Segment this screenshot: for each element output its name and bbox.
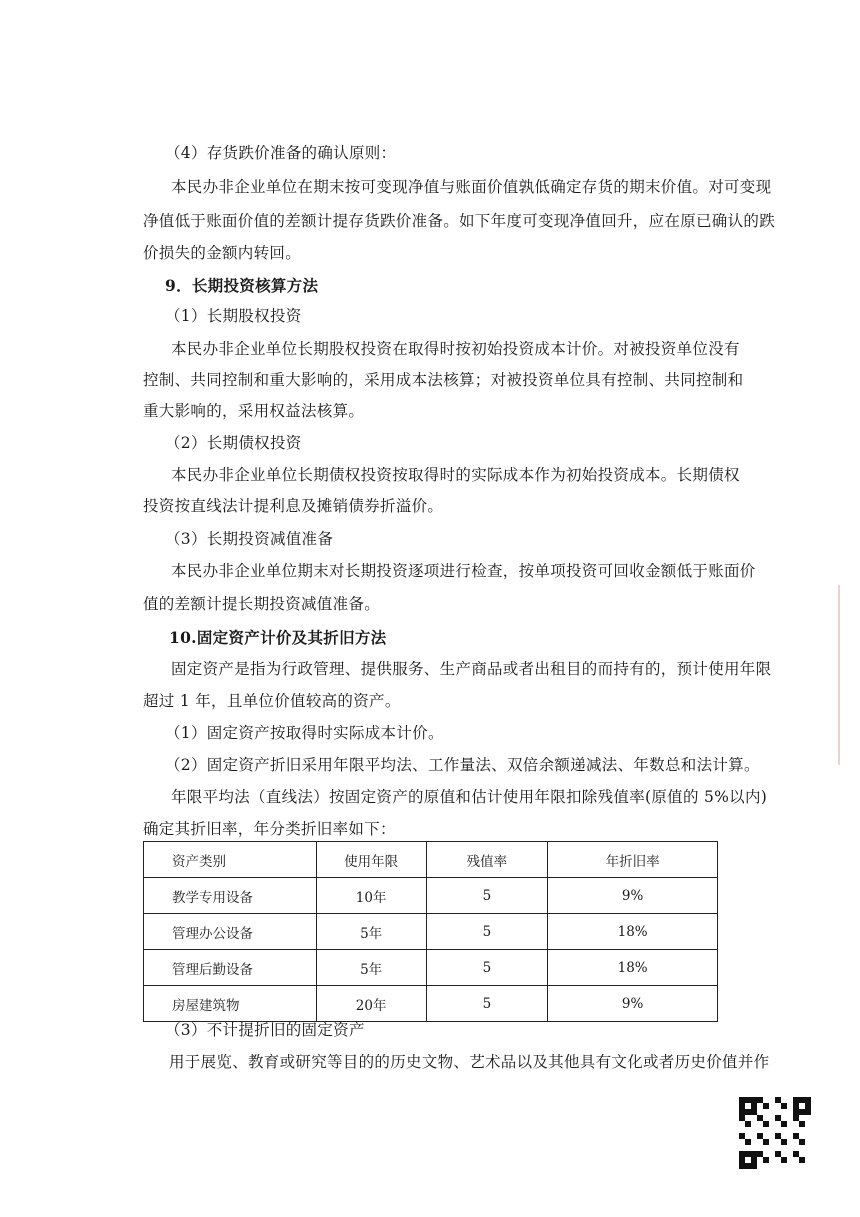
table-cell: 5	[426, 914, 548, 950]
table-row	[144, 914, 718, 950]
table-cell: 教学专用设备	[144, 878, 317, 914]
table-row	[144, 950, 718, 986]
table-cell: 9%	[548, 986, 718, 1022]
table-cell: 房屋建筑物	[144, 986, 317, 1022]
table-header-cell: 年折旧率	[548, 842, 718, 878]
table-header-cell: 残值率	[426, 842, 548, 878]
subsection-heading: （1）固定资产按取得时实际成本计价。	[165, 724, 444, 742]
paragraph-line: 重大影响的，采用权益法核算。	[143, 402, 365, 420]
table-cell: 管理后勤设备	[144, 950, 317, 986]
table-cell: 18%	[548, 914, 718, 950]
table-row	[144, 986, 718, 1022]
qr-code-icon	[739, 1097, 811, 1169]
paragraph-line: 本民办非企业单位长期债权投资按取得时的实际成本作为初始投资成本。长期债权	[171, 466, 740, 484]
section-9-heading: 9．长期投资核算方法	[165, 276, 319, 295]
table-cell: 5	[426, 986, 548, 1022]
subsection-heading: （2）固定资产折旧采用年限平均法、工作量法、双倍余额递减法、年数总和法计算。	[165, 756, 760, 774]
paragraph-line: 价损失的金额内转回。	[143, 244, 302, 262]
subsection-heading: （2）长期债权投资	[165, 434, 302, 452]
paragraph-line: 用于展览、教育或研究等目的的历史文物、艺术品以及其他具有文化或者历史价值并作	[169, 1053, 770, 1071]
subsection-heading: （1）长期股权投资	[165, 307, 302, 325]
paragraph-line: 超过 1 年，且单位价值较高的资产。	[143, 692, 401, 710]
paragraph-line: 本民办非企业单位期末对长期投资逐项进行检查，按单项投资可回收金额低于账面价	[171, 562, 756, 580]
paragraph-line: 年限平均法（直线法）按固定资产的原值和估计使用年限扣除残值率(原值的 5%以内)	[171, 788, 768, 806]
paragraph-line: 固定资产是指为行政管理、提供服务、生产商品或者出租目的而持有的，预计使用年限	[171, 660, 772, 678]
table-header-cell: 使用年限	[316, 842, 426, 878]
paragraph-line: 投资按直线法计提利息及摊销债券折溢价。	[143, 497, 444, 515]
paragraph-line: 本民办非企业单位在期末按可变现净值与账面价值孰低确定存货的期末价值。对可变现	[171, 178, 772, 196]
section-10-heading: 10.固定资产计价及其折旧方法	[169, 628, 387, 647]
seal-stamp-edge	[838, 585, 860, 765]
table-cell: 18%	[548, 950, 718, 986]
subsection-heading: （3）不计提折旧的固定资产	[165, 1021, 365, 1039]
table-cell: 5年	[316, 914, 426, 950]
table-cell: 9%	[548, 878, 718, 914]
paragraph-line: 本民办非企业单位长期股权投资在取得时按初始投资成本计价。对被投资单位没有	[171, 340, 740, 358]
inventory-impairment-heading: （4）存货跌价准备的确认原则：	[165, 144, 397, 162]
table-cell: 5年	[316, 950, 426, 986]
table-cell: 20年	[316, 986, 426, 1022]
table-cell: 5	[426, 950, 548, 986]
table-cell: 管理办公设备	[144, 914, 317, 950]
table-header-row	[144, 842, 718, 878]
table-cell: 10年	[316, 878, 426, 914]
table-header-cell: 资产类别	[144, 842, 317, 878]
table-row	[144, 878, 718, 914]
subsection-heading: （3）长期投资减值准备	[165, 530, 334, 548]
depreciation-table	[143, 841, 718, 1022]
paragraph-line: 控制、共同控制和重大影响的，采用成本法核算；对被投资单位具有控制、共同控制和	[143, 371, 744, 389]
table-cell: 5	[426, 878, 548, 914]
paragraph-line: 确定其折旧率，年分类折旧率如下：	[143, 820, 396, 838]
paragraph-line: 值的差额计提长期投资减值准备。	[143, 595, 381, 613]
paragraph-line: 净值低于账面价值的差额计提存货跌价准备。如下年度可变现净值回升，应在原已确认的跌	[143, 212, 776, 230]
